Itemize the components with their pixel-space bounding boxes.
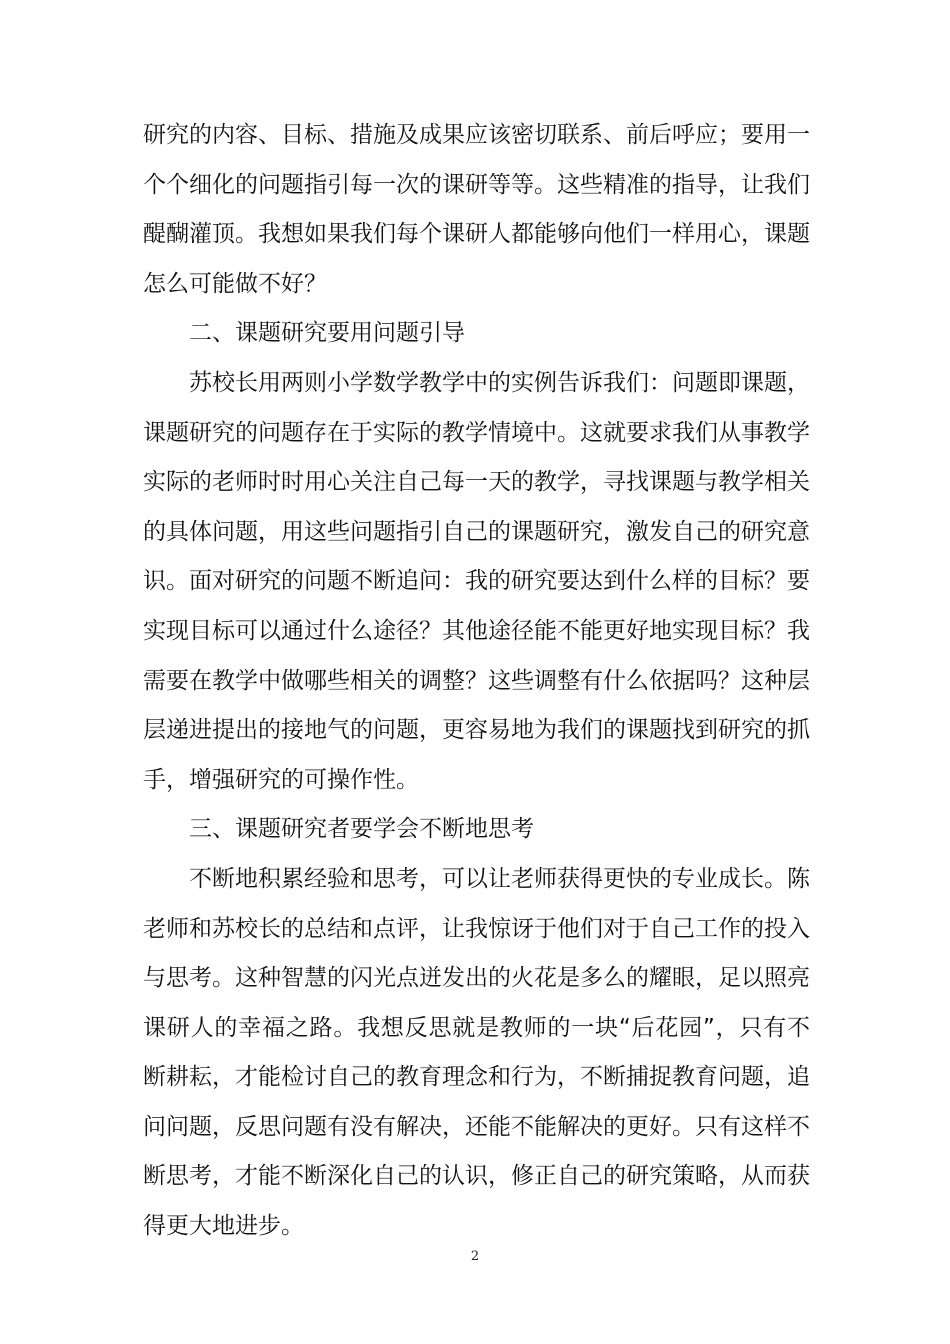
section-heading-3: 三、课题研究者要学会不断地思考 [189,816,534,843]
paragraph-problem-guidance: 苏校长用两则小学数学教学中的实例告诉我们：问题即课题，课题研究的问题存在于实际的教学情境中。这就要求我们从事教学实际的老师时时用心关注自己每一天的教学，寻找课题与教学相关的具体问题，用这些问题指引自己的课题研究，激发自己的研究意识。面对研究的问题不断追问：我的研究要达到什么样的目标？要实现目标可以通过什么途径？其他途径能不能更好地实现目标？我需要在教学中做哪些相关的调整？这些调整有什么依据吗？这种层层递进提出的接地气的问题，更容易地为我们的课题找到研究的抓手，增强研究的可操作性。 [143,369,810,793]
section-heading-2: 二、课题研究要用问题引导 [189,320,465,347]
paragraph-continuous-thinking: 不断地积累经验和思考，可以让老师获得更快的专业成长。陈老师和苏校长的总结和点评，让我惊讶于他们对于自己工作的投入与思考。这种智慧的闪光点迸发出的火花是多么的耀眼，足以照亮课研人的幸福之路。我想反思就是教师的一块“后花园”，只有不断耕耘，才能检讨自己的教育理念和行为，不断捕捉教育问题，追问问题，反思问题有没有解决，还能不能解决的更好。只有这样不断思考，才能不断深化自己的认识，修正自己的研究策略，从而获得更大地进步。 [143,865,810,1240]
paragraph-continued: 研究的内容、目标、措施及成果应该密切联系、前后呼应；要用一个个细化的问题指引每一次的课研等等。这些精准的指导，让我们醍醐灌顶。我想如果我们每个课研人都能够向他们一样用心，课题怎么可能做不好？ [143,122,810,297]
page-number: 2 [470,1249,480,1264]
document-body [143,111,810,1252]
